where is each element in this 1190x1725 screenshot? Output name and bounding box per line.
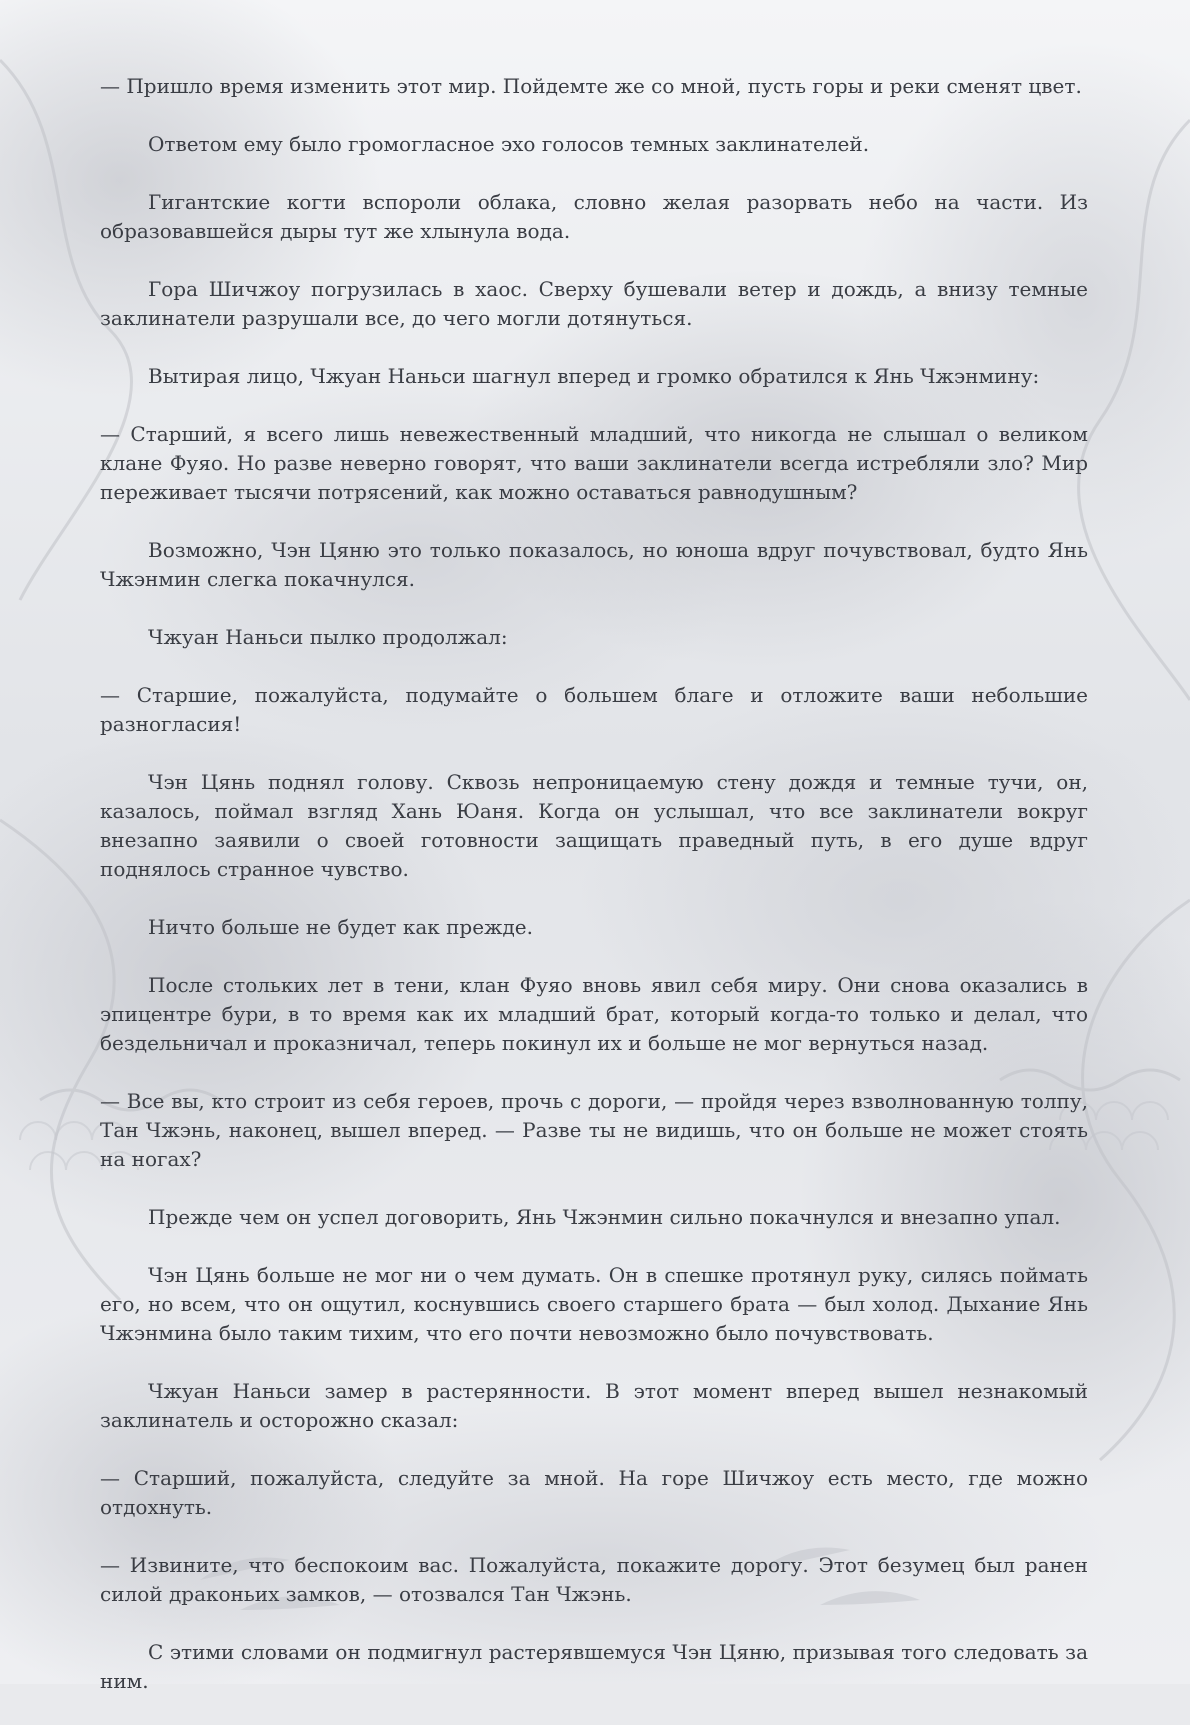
paragraph: Ответом ему было громогласное эхо голосов темных заклинателей. bbox=[148, 132, 870, 156]
paragraph: Возможно, Чэн Цяню это только показалось, но юноша вдруг почувствовал, будто Янь Чжэнмин слегка покачнулся. bbox=[100, 538, 1088, 591]
paragraph: Чэн Цянь поднял голову. Сквозь непроницаемую стену дождя и темные тучи, он, казалось, поймал взгляд Хань Юаня. Когда он услышал, что все заклинатели вокруг внезапно заявили о своей готовности защищать праведный путь, в его душе вдруг поднялось странное чувство. bbox=[100, 770, 1088, 881]
paragraph: Гора Шичжоу погрузилась в хаос. Сверху бушевали ветер и дождь, а внизу темные заклинатели разрушали все, до чего могли дотянуться. bbox=[100, 277, 1088, 330]
paragraph: Прежде чем он успел договорить, Янь Чжэнмин сильно покачнулся и внезапно упал. bbox=[148, 1205, 1061, 1229]
paragraph: — Все вы, кто строит из себя героев, прочь с дороги, — пройдя через взволнованную толпу, Тан Чжэнь, наконец, вышел вперед. — Разве ты не видишь, что он больше не может стоять на ногах? bbox=[100, 1089, 1088, 1171]
paragraph: — Старшие, пожалуйста, подумайте о большем благе и отложите ваши небольшие разногласия! bbox=[100, 683, 1088, 736]
paragraph: Чжуан Наньси пылко продолжал: bbox=[148, 625, 508, 649]
paragraph: Гигантские когти вспороли облака, словно желая разорвать небо на части. Из образовавшейся дыры тут же хлынула вода. bbox=[100, 190, 1088, 243]
paragraph: — Пришло время изменить этот мир. Пойдемте же со мной, пусть горы и реки сменят цвет. bbox=[100, 74, 1082, 98]
document-page bbox=[100, 72, 1088, 1725]
paragraph: Чэн Цянь больше не мог ни о чем думать. Он в спешке протянул руку, силясь поймать его, но всем, что он ощутил, коснувшись своего старшего брата — был холод. Дыхание Янь Чжэнмина было таким тихим, что его почти невозможно было почувствовать. bbox=[100, 1263, 1088, 1345]
paragraph: После стольких лет в тени, клан Фуяо вновь явил себя миру. Они снова оказались в эпицентре бури, в то время как их младший брат, который когда-то только и делал, что бездельничал и проказничал, теперь покинул их и больше не мог вернуться назад. bbox=[100, 973, 1088, 1055]
paragraph: Ничто больше не будет как прежде. bbox=[148, 915, 533, 939]
paragraph: С этими словами он подмигнул растерявшемуся Чэн Цяню, призывая того следовать за ним. bbox=[100, 1640, 1088, 1693]
paragraph: — Извините, что беспокоим вас. Пожалуйста, покажите дорогу. Этот безумец был ранен силой драконьих замков, — отозвался Тан Чжэнь. bbox=[100, 1553, 1088, 1606]
paragraph: Чжуан Наньси замер в растерянности. В этот момент вперед вышел незнакомый заклинатель и осторожно сказал: bbox=[100, 1379, 1088, 1432]
paragraph: Вытирая лицо, Чжуан Наньси шагнул вперед и громко обратился к Янь Чжэнмину: bbox=[148, 364, 1040, 388]
paragraph: — Старший, пожалуйста, следуйте за мной. На горе Шичжоу есть место, где можно отдохнуть. bbox=[100, 1466, 1088, 1519]
paragraph: — Старший, я всего лишь невежественный младший, что никогда не слышал о великом клане Фуяо. Но разве неверно говорят, что ваши заклинатели всегда истребляли зло? Мир переживает тысячи потрясений, как можно оставаться равнодушным? bbox=[100, 422, 1088, 504]
